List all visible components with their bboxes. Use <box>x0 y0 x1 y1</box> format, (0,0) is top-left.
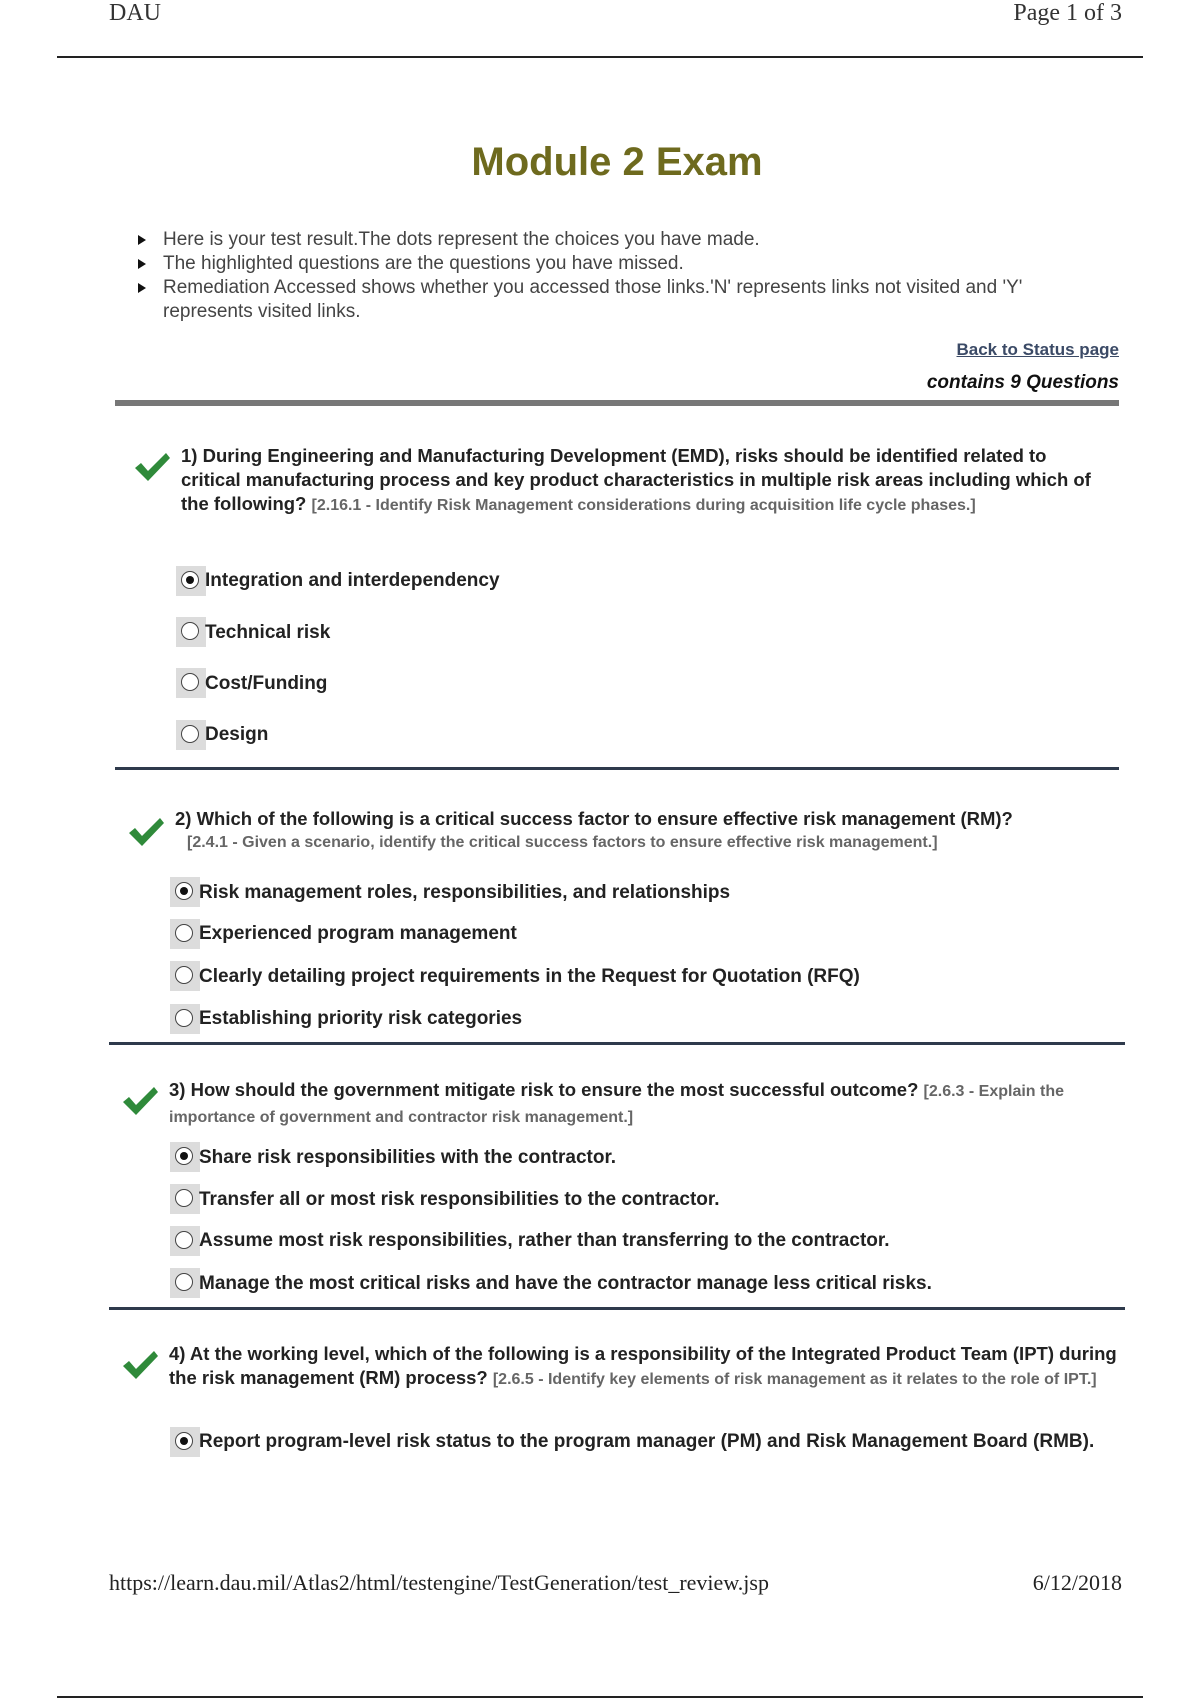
radio-icon <box>175 924 193 942</box>
option-radio[interactable] <box>176 566 206 596</box>
option-label: Manage the most critical risks and have the contractor manage less critical risks. <box>199 1273 932 1294</box>
instruction-item: The highlighted questions are the questions you have missed. <box>134 252 1094 276</box>
instructions-list <box>134 228 1094 324</box>
radio-icon <box>181 725 199 743</box>
option-radio[interactable] <box>176 720 206 750</box>
question-objective: [2.4.1 - Given a scenario, identify the critical success factors to ensure effective risk management.] <box>187 834 938 851</box>
question-text: 1) During Engineering and Manufacturing Development (EMD), risks should be identified related to critical manufacturing process and key product characteristics in multiple risk areas including which of the following? <box>181 445 1091 514</box>
footer-url: https://learn.dau.mil/Atlas2/html/testengine/TestGeneration/test_review.jsp <box>109 1570 769 1595</box>
question-3 <box>169 1078 1089 1130</box>
option-label: Assume most risk responsibilities, rather than transferring to the contractor. <box>199 1230 890 1251</box>
radio-icon <box>175 1009 193 1027</box>
question-objective: [2.6.5 - Identify key elements of risk management as it relates to the role of IPT.] <box>492 1371 1097 1388</box>
checkmark-icon <box>127 815 165 849</box>
option-radio[interactable] <box>170 877 200 907</box>
option-label: Clearly detailing project requirements in the Request for Quotation (RFQ) <box>199 966 860 987</box>
question-text: 4) At the working level, which of the following is a responsibility of the Integrated Product Team (IPT) during the risk management (RM) process? <box>169 1343 1117 1388</box>
checkmark-icon <box>121 1084 159 1118</box>
option-label: Technical risk <box>205 622 331 643</box>
option-radio[interactable] <box>170 1226 200 1256</box>
question-objective: [2.6.3 - Explain the importance of government and contractor risk management.] <box>169 1083 1065 1126</box>
question-text: 3) How should the government mitigate risk to ensure the most successful outcome? <box>169 1079 919 1100</box>
footer-divider <box>57 1696 1143 1698</box>
option-label: Cost/Funding <box>205 673 328 694</box>
question-text: 2) Which of the following is a critical success factor to ensure effective risk management (RM)? <box>175 808 1013 829</box>
radio-icon <box>181 571 199 589</box>
section-divider <box>115 400 1119 406</box>
option-label: Report program-level risk status to the program manager (PM) and Risk Management Board (RMB). <box>199 1431 1095 1452</box>
option-radio[interactable] <box>176 668 206 698</box>
radio-icon <box>181 622 199 640</box>
option-label: Experienced program management <box>199 923 517 944</box>
option-label: Transfer all or most risk responsibilities to the contractor. <box>199 1189 720 1210</box>
page-header-right: Page 1 of 3 <box>1013 0 1122 26</box>
option-radio[interactable] <box>170 1142 200 1172</box>
option-label: Design <box>205 724 269 745</box>
header-divider <box>57 56 1143 58</box>
instruction-item: Remediation Accessed shows whether you accessed those links.'N' represents links not visited and 'Y' represents visited links. <box>134 276 1094 324</box>
radio-icon <box>175 1231 193 1249</box>
checkmark-icon <box>133 450 171 484</box>
option-label: Share risk responsibilities with the contractor. <box>199 1147 617 1168</box>
question-count: contains 9 Questions <box>926 372 1119 393</box>
option-radio[interactable] <box>170 1184 200 1214</box>
question-divider <box>109 1307 1125 1310</box>
option-radio[interactable] <box>176 617 206 647</box>
radio-icon <box>175 966 193 984</box>
option-radio[interactable] <box>170 1268 200 1298</box>
radio-icon <box>181 673 199 691</box>
question-4 <box>169 1342 1127 1392</box>
radio-icon <box>175 1147 193 1165</box>
radio-icon <box>175 1189 193 1207</box>
checkmark-icon <box>121 1348 159 1382</box>
option-label: Integration and interdependency <box>205 570 500 591</box>
question-1 <box>181 444 1111 518</box>
option-label: Risk management roles, responsibilities, and relationships <box>199 882 731 903</box>
page-header-left: DAU <box>109 0 161 26</box>
question-divider <box>109 1042 1125 1045</box>
instruction-item: Here is your test result.The dots represent the choices you have made. <box>134 228 1094 252</box>
option-label: Establishing priority risk categories <box>199 1008 523 1029</box>
option-radio[interactable] <box>170 1004 200 1034</box>
radio-icon <box>175 1273 193 1291</box>
question-divider <box>115 767 1119 770</box>
back-to-status-link[interactable]: Back to Status page <box>956 340 1119 359</box>
option-radio[interactable] <box>170 961 200 991</box>
page-title: Module 2 Exam <box>471 140 763 184</box>
option-radio[interactable] <box>170 919 200 949</box>
footer-date: 6/12/2018 <box>1032 1570 1122 1595</box>
radio-icon <box>175 882 193 900</box>
question-objective: [2.16.1 - Identify Risk Management considerations during acquisition life cycle phases.] <box>311 497 976 514</box>
question-2 <box>175 807 1125 855</box>
